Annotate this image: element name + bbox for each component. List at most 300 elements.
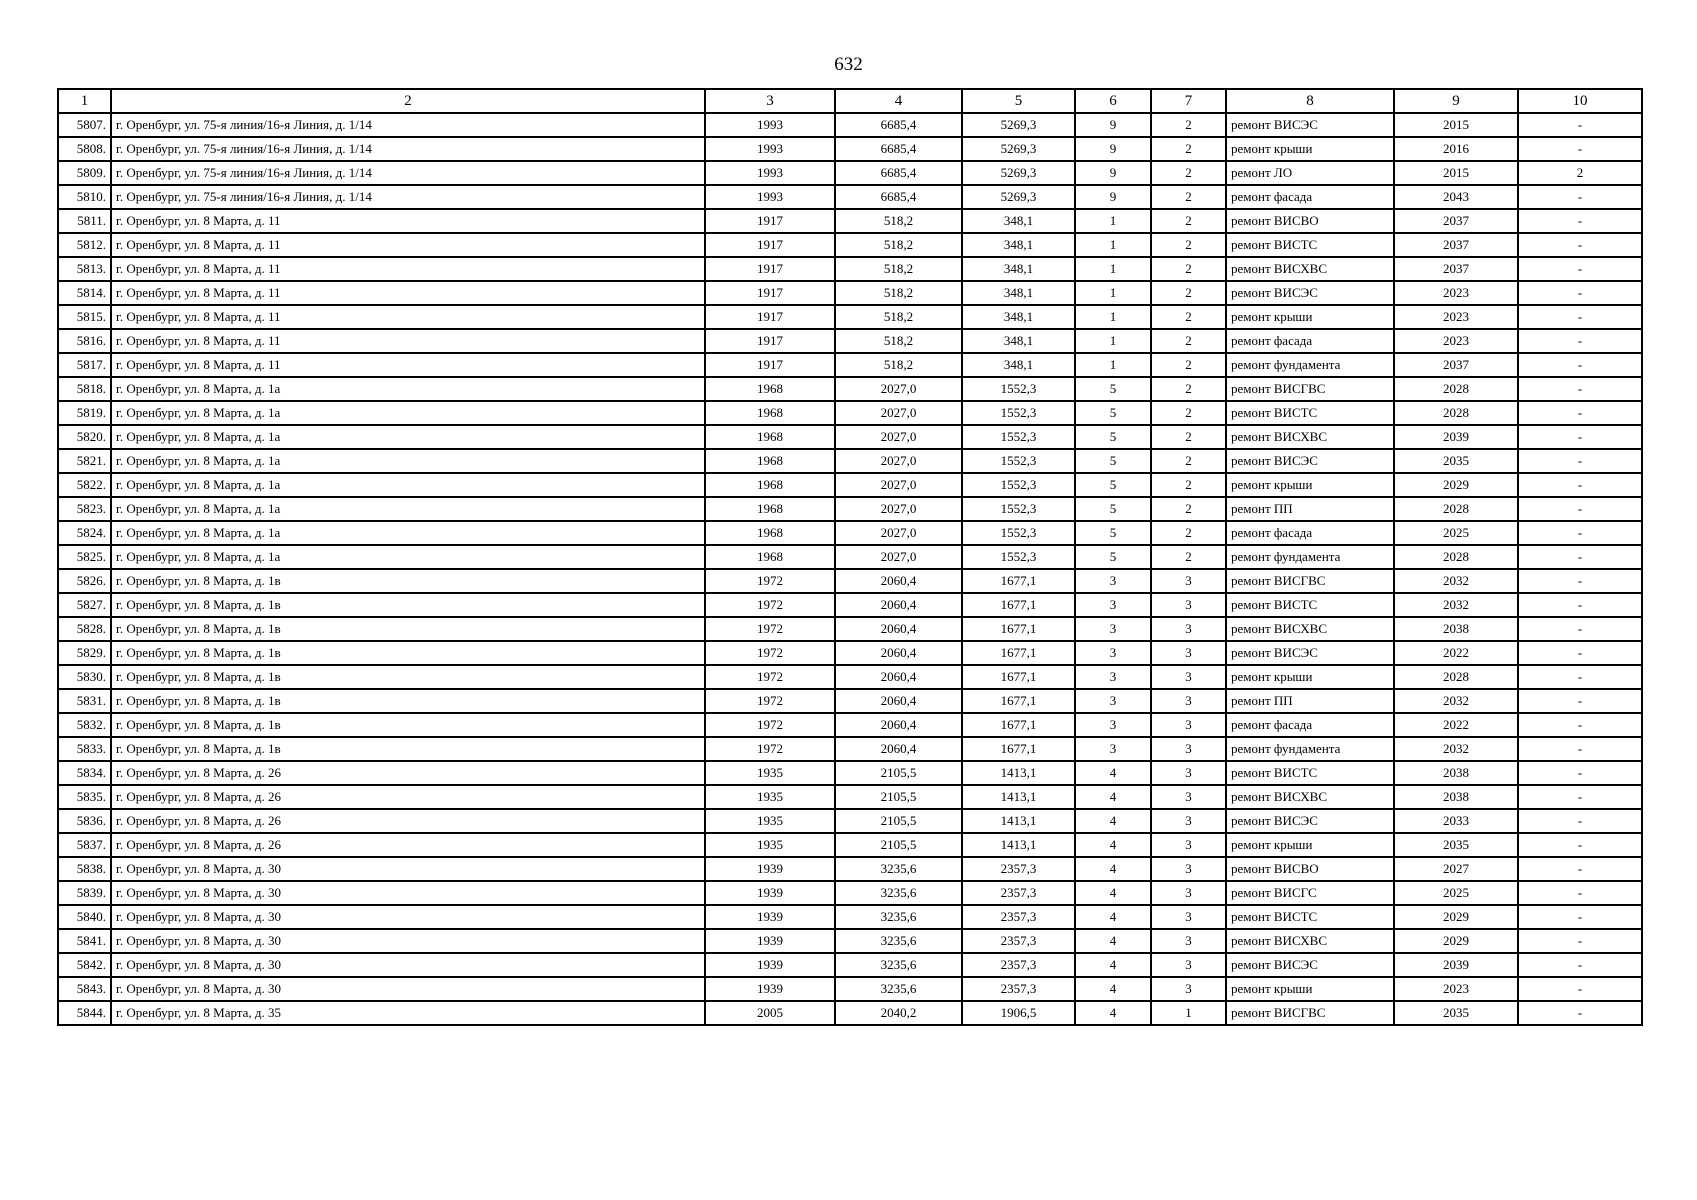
total-area-cell: 6685,4 [835, 113, 962, 137]
build-year-cell: 1917 [705, 209, 835, 233]
build-year-cell: 2005 [705, 1001, 835, 1025]
living-area-cell: 5269,3 [962, 113, 1075, 137]
table-row [58, 257, 1642, 281]
row-number-cell: 5823. [58, 497, 111, 521]
total-area-cell: 2060,4 [835, 641, 962, 665]
entrances-cell: 3 [1151, 641, 1226, 665]
work-type-cell: ремонт крыши [1226, 665, 1394, 689]
build-year-cell: 1935 [705, 833, 835, 857]
work-type-cell: ремонт фундамента [1226, 545, 1394, 569]
planned-year-cell: 2039 [1394, 953, 1518, 977]
address-cell: г. Оренбург, ул. 8 Марта, д. 1в [111, 569, 705, 593]
work-type-cell: ремонт ПП [1226, 689, 1394, 713]
table-row [58, 377, 1642, 401]
floors-cell: 3 [1075, 641, 1151, 665]
total-area-cell: 2027,0 [835, 425, 962, 449]
floors-cell: 4 [1075, 833, 1151, 857]
table-row [58, 953, 1642, 977]
total-area-cell: 518,2 [835, 329, 962, 353]
build-year-cell: 1972 [705, 665, 835, 689]
living-area-cell: 1677,1 [962, 665, 1075, 689]
row-number-cell: 5840. [58, 905, 111, 929]
table-row [58, 929, 1642, 953]
planned-year-cell: 2038 [1394, 785, 1518, 809]
note-cell: - [1518, 473, 1642, 497]
living-area-cell: 2357,3 [962, 881, 1075, 905]
note-cell: 2 [1518, 161, 1642, 185]
table-row [58, 593, 1642, 617]
planned-year-cell: 2032 [1394, 593, 1518, 617]
entrances-cell: 2 [1151, 401, 1226, 425]
planned-year-cell: 2025 [1394, 521, 1518, 545]
address-cell: г. Оренбург, ул. 8 Марта, д. 1в [111, 689, 705, 713]
total-area-cell: 6685,4 [835, 185, 962, 209]
planned-year-cell: 2032 [1394, 569, 1518, 593]
living-area-cell: 1677,1 [962, 569, 1075, 593]
address-cell: г. Оренбург, ул. 8 Марта, д. 26 [111, 785, 705, 809]
entrances-cell: 2 [1151, 377, 1226, 401]
note-cell: - [1518, 353, 1642, 377]
build-year-cell: 1917 [705, 233, 835, 257]
work-type-cell: ремонт фасада [1226, 185, 1394, 209]
row-number-cell: 5820. [58, 425, 111, 449]
living-area-cell: 2357,3 [962, 905, 1075, 929]
floors-cell: 5 [1075, 521, 1151, 545]
total-area-cell: 518,2 [835, 281, 962, 305]
address-cell: г. Оренбург, ул. 8 Марта, д. 26 [111, 761, 705, 785]
work-type-cell: ремонт ВИСГВС [1226, 1001, 1394, 1025]
entrances-cell: 3 [1151, 713, 1226, 737]
build-year-cell: 1939 [705, 905, 835, 929]
planned-year-cell: 2035 [1394, 449, 1518, 473]
floors-cell: 1 [1075, 353, 1151, 377]
floors-cell: 9 [1075, 185, 1151, 209]
work-type-cell: ремонт ВИСХВС [1226, 617, 1394, 641]
work-type-cell: ремонт ВИСТС [1226, 401, 1394, 425]
planned-year-cell: 2029 [1394, 473, 1518, 497]
living-area-cell: 2357,3 [962, 977, 1075, 1001]
build-year-cell: 1968 [705, 545, 835, 569]
address-cell: г. Оренбург, ул. 8 Марта, д. 1а [111, 425, 705, 449]
table-row [58, 761, 1642, 785]
entrances-cell: 3 [1151, 977, 1226, 1001]
row-number-cell: 5808. [58, 137, 111, 161]
entrances-cell: 2 [1151, 521, 1226, 545]
row-number-cell: 5826. [58, 569, 111, 593]
entrances-cell: 3 [1151, 593, 1226, 617]
living-area-cell: 2357,3 [962, 953, 1075, 977]
address-cell: г. Оренбург, ул. 8 Марта, д. 1в [111, 617, 705, 641]
table-body [58, 113, 1642, 1025]
total-area-cell: 2027,0 [835, 377, 962, 401]
col-address-header: 2 [111, 89, 705, 113]
work-type-cell: ремонт ВИСХВС [1226, 425, 1394, 449]
entrances-cell: 2 [1151, 185, 1226, 209]
work-type-cell: ремонт крыши [1226, 977, 1394, 1001]
row-number-cell: 5831. [58, 689, 111, 713]
note-cell: - [1518, 785, 1642, 809]
floors-cell: 3 [1075, 665, 1151, 689]
build-year-cell: 1917 [705, 281, 835, 305]
address-cell: г. Оренбург, ул. 75-я линия/16-я Линия, д. 1/14 [111, 161, 705, 185]
address-cell: г. Оренбург, ул. 8 Марта, д. 30 [111, 953, 705, 977]
floors-cell: 3 [1075, 617, 1151, 641]
col-entrances-header: 7 [1151, 89, 1226, 113]
work-type-cell: ремонт ВИСЭС [1226, 641, 1394, 665]
address-cell: г. Оренбург, ул. 8 Марта, д. 11 [111, 329, 705, 353]
table-row [58, 833, 1642, 857]
build-year-cell: 1972 [705, 569, 835, 593]
note-cell: - [1518, 449, 1642, 473]
table-row [58, 545, 1642, 569]
entrances-cell: 3 [1151, 953, 1226, 977]
entrances-cell: 2 [1151, 281, 1226, 305]
build-year-cell: 1972 [705, 737, 835, 761]
table-row [58, 401, 1642, 425]
note-cell: - [1518, 209, 1642, 233]
build-year-cell: 1972 [705, 713, 835, 737]
address-cell: г. Оренбург, ул. 8 Марта, д. 1а [111, 473, 705, 497]
note-cell: - [1518, 257, 1642, 281]
table-row [58, 977, 1642, 1001]
total-area-cell: 3235,6 [835, 977, 962, 1001]
total-area-cell: 518,2 [835, 257, 962, 281]
total-area-cell: 2060,4 [835, 617, 962, 641]
row-number-cell: 5832. [58, 713, 111, 737]
total-area-cell: 2105,5 [835, 761, 962, 785]
row-number-cell: 5824. [58, 521, 111, 545]
floors-cell: 9 [1075, 161, 1151, 185]
total-area-cell: 2060,4 [835, 593, 962, 617]
row-number-cell: 5819. [58, 401, 111, 425]
entrances-cell: 3 [1151, 929, 1226, 953]
build-year-cell: 1935 [705, 761, 835, 785]
planned-year-cell: 2037 [1394, 233, 1518, 257]
note-cell: - [1518, 809, 1642, 833]
col-planned-year-header: 9 [1394, 89, 1518, 113]
entrances-cell: 2 [1151, 449, 1226, 473]
build-year-cell: 1972 [705, 593, 835, 617]
page-number: 632 [834, 54, 863, 75]
note-cell: - [1518, 137, 1642, 161]
work-type-cell: ремонт фасада [1226, 329, 1394, 353]
planned-year-cell: 2028 [1394, 497, 1518, 521]
planned-year-cell: 2028 [1394, 377, 1518, 401]
entrances-cell: 2 [1151, 209, 1226, 233]
total-area-cell: 3235,6 [835, 881, 962, 905]
entrances-cell: 2 [1151, 473, 1226, 497]
entrances-cell: 2 [1151, 161, 1226, 185]
entrances-cell: 3 [1151, 785, 1226, 809]
note-cell: - [1518, 593, 1642, 617]
address-cell: г. Оренбург, ул. 8 Марта, д. 30 [111, 905, 705, 929]
row-number-cell: 5815. [58, 305, 111, 329]
floors-cell: 5 [1075, 401, 1151, 425]
table-row [58, 353, 1642, 377]
row-number-cell: 5813. [58, 257, 111, 281]
row-number-cell: 5814. [58, 281, 111, 305]
planned-year-cell: 2023 [1394, 977, 1518, 1001]
build-year-cell: 1917 [705, 257, 835, 281]
table-row [58, 713, 1642, 737]
col-note-header: 10 [1518, 89, 1642, 113]
living-area-cell: 1906,5 [962, 1001, 1075, 1025]
entrances-cell: 2 [1151, 545, 1226, 569]
entrances-cell: 3 [1151, 761, 1226, 785]
entrances-cell: 2 [1151, 353, 1226, 377]
address-cell: г. Оренбург, ул. 8 Марта, д. 11 [111, 305, 705, 329]
entrances-cell: 2 [1151, 305, 1226, 329]
row-number-cell: 5843. [58, 977, 111, 1001]
living-area-cell: 348,1 [962, 305, 1075, 329]
living-area-cell: 1677,1 [962, 617, 1075, 641]
address-cell: г. Оренбург, ул. 8 Марта, д. 1а [111, 377, 705, 401]
total-area-cell: 2040,2 [835, 1001, 962, 1025]
living-area-cell: 1413,1 [962, 833, 1075, 857]
note-cell: - [1518, 857, 1642, 881]
row-number-cell: 5837. [58, 833, 111, 857]
total-area-cell: 2027,0 [835, 521, 962, 545]
row-number-cell: 5822. [58, 473, 111, 497]
address-cell: г. Оренбург, ул. 8 Марта, д. 1а [111, 497, 705, 521]
total-area-cell: 2060,4 [835, 689, 962, 713]
address-cell: г. Оренбург, ул. 8 Марта, д. 11 [111, 281, 705, 305]
note-cell: - [1518, 113, 1642, 137]
build-year-cell: 1972 [705, 689, 835, 713]
table-row [58, 1001, 1642, 1025]
address-cell: г. Оренбург, ул. 8 Марта, д. 1в [111, 641, 705, 665]
entrances-cell: 3 [1151, 809, 1226, 833]
address-cell: г. Оренбург, ул. 8 Марта, д. 11 [111, 233, 705, 257]
build-year-cell: 1939 [705, 929, 835, 953]
address-cell: г. Оренбург, ул. 8 Марта, д. 11 [111, 257, 705, 281]
table-row [58, 665, 1642, 689]
living-area-cell: 348,1 [962, 209, 1075, 233]
table-row [58, 785, 1642, 809]
floors-cell: 4 [1075, 857, 1151, 881]
planned-year-cell: 2032 [1394, 689, 1518, 713]
planned-year-cell: 2028 [1394, 665, 1518, 689]
build-year-cell: 1917 [705, 305, 835, 329]
total-area-cell: 6685,4 [835, 137, 962, 161]
work-type-cell: ремонт ВИСХВС [1226, 929, 1394, 953]
living-area-cell: 1552,3 [962, 497, 1075, 521]
floors-cell: 1 [1075, 305, 1151, 329]
living-area-cell: 1552,3 [962, 401, 1075, 425]
address-cell: г. Оренбург, ул. 8 Марта, д. 1а [111, 449, 705, 473]
work-type-cell: ремонт ЛО [1226, 161, 1394, 185]
living-area-cell: 1677,1 [962, 737, 1075, 761]
entrances-cell: 3 [1151, 665, 1226, 689]
planned-year-cell: 2023 [1394, 281, 1518, 305]
row-number-cell: 5830. [58, 665, 111, 689]
work-type-cell: ремонт фундамента [1226, 353, 1394, 377]
floors-cell: 4 [1075, 785, 1151, 809]
work-type-cell: ремонт ВИСГВС [1226, 569, 1394, 593]
floors-cell: 9 [1075, 137, 1151, 161]
living-area-cell: 2357,3 [962, 857, 1075, 881]
work-type-cell: ремонт ВИСХВС [1226, 785, 1394, 809]
entrances-cell: 3 [1151, 833, 1226, 857]
living-area-cell: 1677,1 [962, 641, 1075, 665]
build-year-cell: 1993 [705, 113, 835, 137]
planned-year-cell: 2022 [1394, 713, 1518, 737]
total-area-cell: 2105,5 [835, 809, 962, 833]
entrances-cell: 2 [1151, 137, 1226, 161]
build-year-cell: 1993 [705, 161, 835, 185]
living-area-cell: 5269,3 [962, 161, 1075, 185]
entrances-cell: 3 [1151, 569, 1226, 593]
row-number-cell: 5835. [58, 785, 111, 809]
row-number-cell: 5818. [58, 377, 111, 401]
build-year-cell: 1968 [705, 425, 835, 449]
build-year-cell: 1972 [705, 617, 835, 641]
row-number-cell: 5817. [58, 353, 111, 377]
table-row [58, 281, 1642, 305]
note-cell: - [1518, 233, 1642, 257]
entrances-cell: 2 [1151, 257, 1226, 281]
total-area-cell: 518,2 [835, 305, 962, 329]
planned-year-cell: 2033 [1394, 809, 1518, 833]
living-area-cell: 348,1 [962, 281, 1075, 305]
living-area-cell: 1552,3 [962, 377, 1075, 401]
work-type-cell: ремонт ВИСТС [1226, 761, 1394, 785]
living-area-cell: 1677,1 [962, 689, 1075, 713]
total-area-cell: 2060,4 [835, 665, 962, 689]
table-row [58, 329, 1642, 353]
note-cell: - [1518, 1001, 1642, 1025]
total-area-cell: 2060,4 [835, 569, 962, 593]
build-year-cell: 1939 [705, 857, 835, 881]
entrances-cell: 3 [1151, 737, 1226, 761]
floors-cell: 4 [1075, 977, 1151, 1001]
address-cell: г. Оренбург, ул. 8 Марта, д. 1в [111, 713, 705, 737]
planned-year-cell: 2037 [1394, 257, 1518, 281]
floors-cell: 9 [1075, 113, 1151, 137]
living-area-cell: 1677,1 [962, 713, 1075, 737]
address-cell: г. Оренбург, ул. 8 Марта, д. 11 [111, 353, 705, 377]
work-type-cell: ремонт ВИСГВС [1226, 377, 1394, 401]
build-year-cell: 1972 [705, 641, 835, 665]
note-cell: - [1518, 377, 1642, 401]
total-area-cell: 3235,6 [835, 953, 962, 977]
note-cell: - [1518, 761, 1642, 785]
floors-cell: 5 [1075, 545, 1151, 569]
planned-year-cell: 2016 [1394, 137, 1518, 161]
address-cell: г. Оренбург, ул. 8 Марта, д. 26 [111, 809, 705, 833]
entrances-cell: 2 [1151, 425, 1226, 449]
note-cell: - [1518, 977, 1642, 1001]
entrances-cell: 3 [1151, 905, 1226, 929]
col-living-area-header: 5 [962, 89, 1075, 113]
planned-year-cell: 2022 [1394, 641, 1518, 665]
address-cell: г. Оренбург, ул. 8 Марта, д. 1а [111, 521, 705, 545]
total-area-cell: 2060,4 [835, 713, 962, 737]
entrances-cell: 3 [1151, 689, 1226, 713]
note-cell: - [1518, 521, 1642, 545]
total-area-cell: 6685,4 [835, 161, 962, 185]
floors-cell: 4 [1075, 905, 1151, 929]
total-area-cell: 2027,0 [835, 473, 962, 497]
note-cell: - [1518, 881, 1642, 905]
planned-year-cell: 2035 [1394, 1001, 1518, 1025]
living-area-cell: 348,1 [962, 257, 1075, 281]
living-area-cell: 5269,3 [962, 137, 1075, 161]
living-area-cell: 1552,3 [962, 449, 1075, 473]
floors-cell: 3 [1075, 689, 1151, 713]
total-area-cell: 3235,6 [835, 929, 962, 953]
row-number-cell: 5821. [58, 449, 111, 473]
address-cell: г. Оренбург, ул. 75-я линия/16-я Линия, д. 1/14 [111, 185, 705, 209]
row-number-cell: 5842. [58, 953, 111, 977]
work-type-cell: ремонт фасада [1226, 713, 1394, 737]
work-type-cell: ремонт фундамента [1226, 737, 1394, 761]
entrances-cell: 2 [1151, 497, 1226, 521]
build-year-cell: 1917 [705, 353, 835, 377]
address-cell: г. Оренбург, ул. 8 Марта, д. 11 [111, 209, 705, 233]
address-cell: г. Оренбург, ул. 8 Марта, д. 30 [111, 977, 705, 1001]
col-work-type-header: 8 [1226, 89, 1394, 113]
living-area-cell: 1552,3 [962, 473, 1075, 497]
floors-cell: 3 [1075, 569, 1151, 593]
work-type-cell: ремонт ВИСТС [1226, 233, 1394, 257]
register-table [57, 88, 1643, 1026]
table-row [58, 473, 1642, 497]
row-number-cell: 5807. [58, 113, 111, 137]
table-row [58, 617, 1642, 641]
living-area-cell: 348,1 [962, 233, 1075, 257]
note-cell: - [1518, 401, 1642, 425]
col-number-header: 1 [58, 89, 111, 113]
floors-cell: 4 [1075, 953, 1151, 977]
planned-year-cell: 2029 [1394, 929, 1518, 953]
row-number-cell: 5838. [58, 857, 111, 881]
build-year-cell: 1939 [705, 881, 835, 905]
entrances-cell: 2 [1151, 113, 1226, 137]
living-area-cell: 1552,3 [962, 425, 1075, 449]
total-area-cell: 3235,6 [835, 905, 962, 929]
work-type-cell: ремонт ВИСВО [1226, 857, 1394, 881]
note-cell: - [1518, 929, 1642, 953]
living-area-cell: 1677,1 [962, 593, 1075, 617]
address-cell: г. Оренбург, ул. 8 Марта, д. 26 [111, 833, 705, 857]
row-number-cell: 5828. [58, 617, 111, 641]
table-row [58, 689, 1642, 713]
work-type-cell: ремонт ВИСХВС [1226, 257, 1394, 281]
note-cell: - [1518, 281, 1642, 305]
col-total-area-header: 4 [835, 89, 962, 113]
row-number-cell: 5844. [58, 1001, 111, 1025]
note-cell: - [1518, 185, 1642, 209]
living-area-cell: 2357,3 [962, 929, 1075, 953]
work-type-cell: ремонт ПП [1226, 497, 1394, 521]
address-cell: г. Оренбург, ул. 8 Марта, д. 1в [111, 737, 705, 761]
table-row [58, 521, 1642, 545]
table-row [58, 737, 1642, 761]
address-cell: г. Оренбург, ул. 8 Марта, д. 30 [111, 929, 705, 953]
build-year-cell: 1968 [705, 377, 835, 401]
address-cell: г. Оренбург, ул. 8 Марта, д. 1а [111, 545, 705, 569]
build-year-cell: 1968 [705, 497, 835, 521]
col-floors-header: 6 [1075, 89, 1151, 113]
living-area-cell: 348,1 [962, 329, 1075, 353]
note-cell: - [1518, 905, 1642, 929]
entrances-cell: 3 [1151, 857, 1226, 881]
work-type-cell: ремонт ВИСЭС [1226, 953, 1394, 977]
build-year-cell: 1917 [705, 329, 835, 353]
build-year-cell: 1993 [705, 185, 835, 209]
living-area-cell: 1552,3 [962, 521, 1075, 545]
